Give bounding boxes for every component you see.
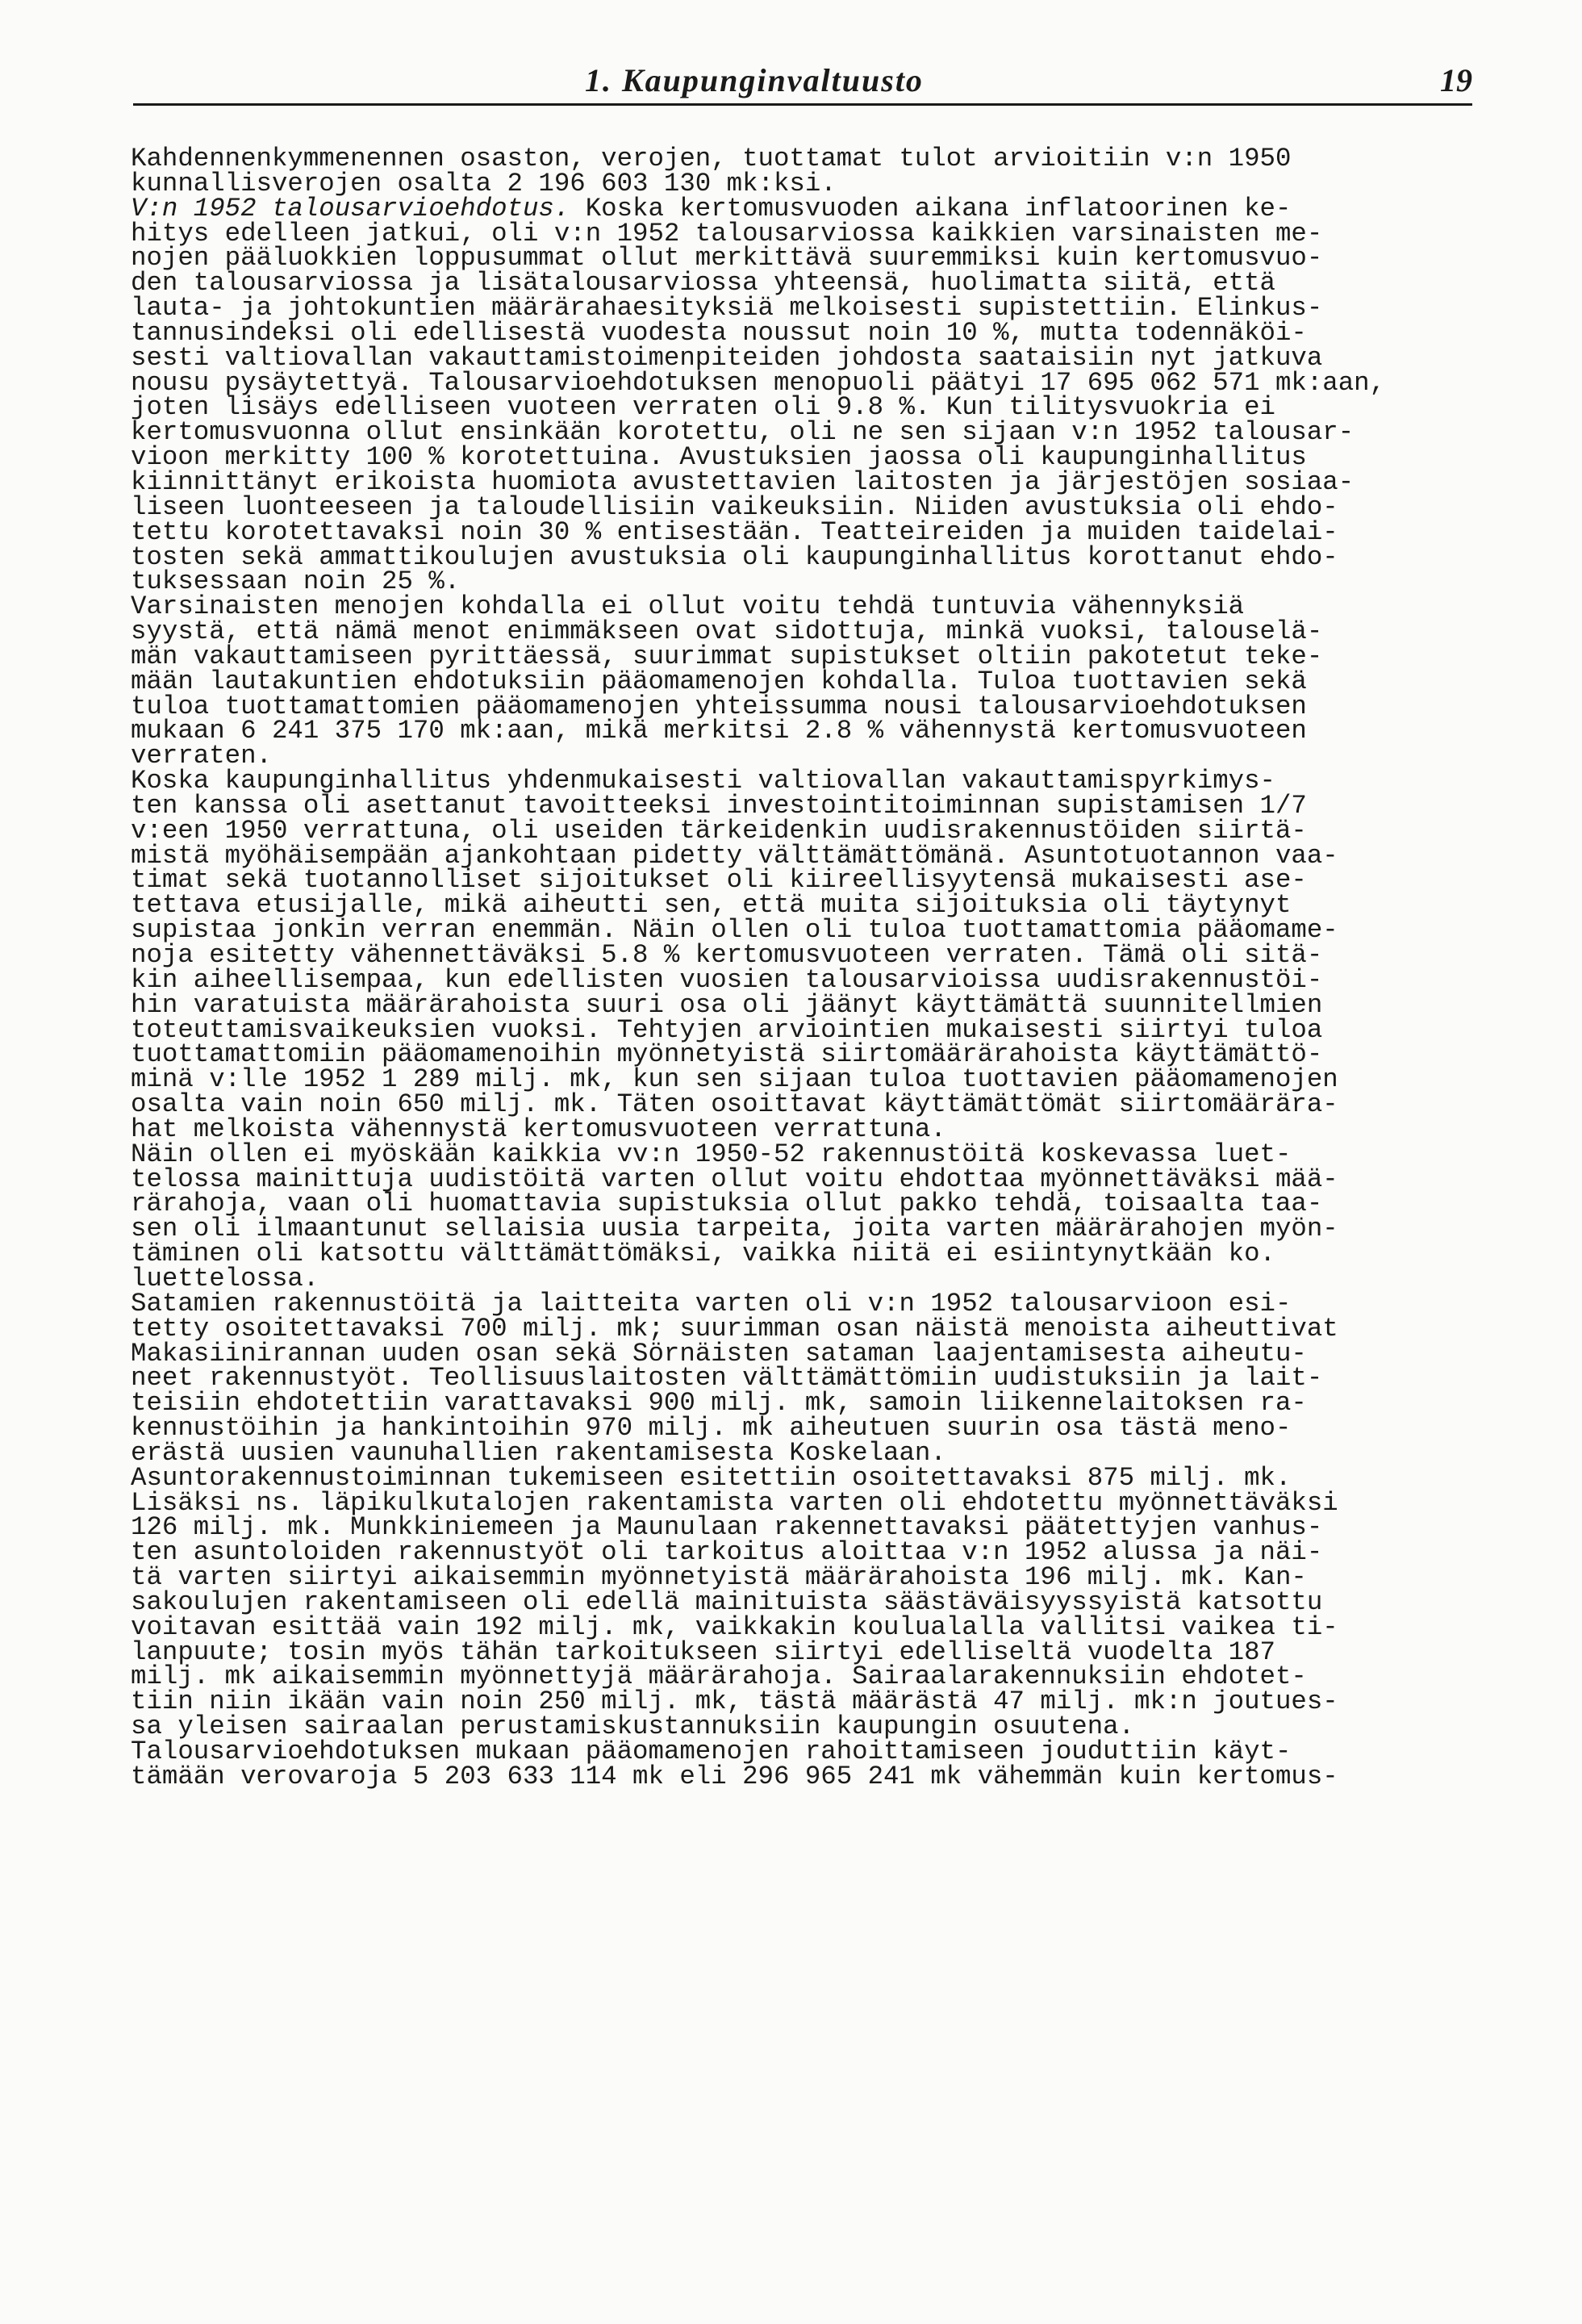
text-line: supistaa jonkin verran enemmän. Näin ollen oli tuloa tuottamattomia pääomame- [131,915,1338,946]
text-line: Talousarvioehdotuksen mukaan pääomamenojen rahoittamiseen jouduttiin käyt- [131,1737,1292,1766]
text-line: täminen oli katsottu välttämättömäksi, vaikka niitä ei esiintynytkään ko. [131,1239,1275,1269]
text-line: Kahdennenkymmenennen osaston, verojen, tuottamat tulot arvioitiin v:n 1950 [131,144,1292,173]
text-line: syystä, että nämä menot enimmäkseen ovat sidottuja, minkä vuoksi, talouselä- [131,617,1323,647]
text-line: tuksessaan noin 25 %. [131,566,461,597]
text-line: Asuntorakennustoiminnan tukemiseen esitettiin osoitettavaksi 875 milj. mk. [131,1462,1292,1493]
text-line: lanpuute; tosin myös tähän tarkoitukseen siirtyi edelliseltä vuodelta 187 [131,1636,1275,1667]
text-line: noja esitetty vähennettäväksi 5.8 % kertomusvuoteen verraten. Tämä oli sitä- [131,940,1323,970]
text-line: Makasiinirannan uuden osan sekä Sörnäisten sataman laajentamisesta aiheutu- [131,1338,1307,1369]
text-line: tämään verovaroja 5 203 633 114 mk eli 296 965 241 mk vähemmän kuin kertomus- [131,1761,1338,1791]
text-line: sakoulujen rakentamiseen oli edellä mainituista säästäväisyyssyistä katsottu [131,1586,1323,1617]
text-line: nousu pysäytettyä. Talousarvioehdotuksen menopuoli päätyi 17 695 062 571 mk:aan, [131,367,1386,398]
text-line: mään lautakuntien ehdotuksiin pääomamenojen kohdalla. Tuloa tuottavien sekä [131,666,1307,696]
text-line: tuloa tuottamattomien pääomamenojen yhteissumma nousi talousarvioehdotuksen [131,691,1307,721]
text-line: hin varatuista määrärahoista suuri osa oli jäänyt käyttämättä suunnitellmien [131,989,1323,1020]
text-line: verraten. [131,741,272,771]
text-line: den talousarviossa ja lisätalousarviossa yhteensä, huolimatta siitä, että [131,268,1275,299]
text-line: Koska kaupunginhallitus yhdenmukaisesti valtiovallan vakauttamispyrkimys- [131,766,1275,796]
header-rule [133,103,1472,106]
text-line: rärahoja, vaan oli huomattavia supistuksia ollut pakko tehdä, toisaalta taa- [131,1189,1323,1219]
text-line: erästä uusien vaunuhallien rakentamisesta Koskelaan. [131,1437,946,1468]
text-line: sa yleisen sairaalan perustamiskustannuksiin kaupungin osuutena. [131,1712,1135,1742]
text-line: kertomusvuonna ollut ensinkään korotettu, oli ne sen sijaan v:n 1952 talousar- [131,417,1355,448]
text-line: osalta vain noin 650 milj. mk. Täten osoittavat käyttämättömät siirtomäärära- [131,1089,1338,1120]
text-line: kennustöihin ja hankintoihin 970 milj. mk aiheutuen suurin osa tästä meno- [131,1413,1292,1444]
text-line: tetty osoitettavaksi 700 milj. mk; suurimman osan näistä menoista aiheuttivat [131,1313,1338,1344]
text-line: sesti valtiovallan vakauttamistoimenpiteiden johdosta saataisiin nyt jatkuva [131,342,1323,373]
text-line: joten lisäys edelliseen vuoteen verraten oli 9.8 %. Kun tilitysvuokria ei [131,392,1275,423]
text-line: tosten sekä ammattikoulujen avustuksia oli kaupunginhallitus korottanut ehdo- [131,541,1338,572]
text-line: Lisäksi ns. läpikulkutalojen rakentamista varten oli ehdotettu myönnettäväksi [131,1487,1338,1518]
text-line: 126 milj. mk. Munkkiniemeen ja Maunulaan rakennettavaksi päätettyjen vanhus- [131,1512,1323,1543]
text-line: voitavan esittää vain 192 milj. mk, vaikkakin koulualalla vallitsi vaikea ti- [131,1611,1338,1642]
text-line: Satamien rakennustöitä ja laitteita varten oli v:n 1952 talousarvioon esi- [131,1288,1292,1319]
text-line: Varsinaisten menojen kohdalla ei ollut voitu tehdä tuntuvia vähennyksiä [131,591,1245,622]
text-line: mukaan 6 241 375 170 mk:aan, mikä merkitsi 2.8 % vähennystä kertomusvuoteen [131,716,1307,746]
text-line: V:n 1952 talousarvioehdotus. Koska kertomusvuoden aikana inflatoorinen ke- [131,193,1292,224]
text-line: tiin niin ikään vain noin 250 milj. mk, tästä määrästä 47 milj. mk:n joutues- [131,1687,1338,1717]
text-line: hat melkoista vähennystä kertomusvuoteen verrattuna. [131,1114,946,1144]
text-line: luettelossa. [131,1263,319,1294]
text-line: män vakauttamiseen pyrittäessä, suurimmat supistukset oltiin pakotetut teke- [131,641,1323,671]
text-line: tannusindeksi oli edellisestä vuodesta noussut noin 10 %, mutta todennäköi- [131,317,1307,348]
text-line: ten asuntoloiden rakennustyöt oli tarkoitus aloittaa v:n 1952 alussa ja näi- [131,1537,1323,1568]
body-text [131,144,1518,1791]
text-line: minä v:lle 1952 1 289 milj. mk, kun sen sijaan tuloa tuottavien pääomamenojen [131,1064,1338,1095]
text-line: kunnallisverojen osalta 2 196 603 130 mk:ksi. [131,168,837,199]
text-line: timat sekä tuotannolliset sijoitukset oli kiireellisyytensä mukaisesti ase- [131,865,1307,896]
text-line: kin aiheellisempaa, kun edellisten vuosien talousarvioissa uudisrakennustöi- [131,964,1323,995]
text-line: lauta- ja johtokuntien määrärahaesityksiä melkoisesti supistettiin. Elinkus- [131,293,1323,324]
text-line: toteuttamisvaikeuksien vuoksi. Tehtyjen arviointien mukaisesti siirtyi tuloa [131,1014,1323,1045]
text-line: tä varten siirtyi aikaisemmin myönnetyistä määrärahoista 196 milj. mk. Kan- [131,1562,1307,1593]
text-line: v:een 1950 verrattuna, oli useiden tärkeidenkin uudisrakennustöiden siirtä- [131,815,1307,846]
text-line: tettu korotettavaksi noin 30 % entisestään. Teatteireiden ja muiden taidelai- [131,516,1338,547]
text-line: neet rakennustyöt. Teollisuuslaitosten välttämättömiin uudistuksiin ja lait- [131,1363,1323,1394]
text-line: sen oli ilmaantunut sellaisia uusia tarpeita, joita varten määrärahojen myön- [131,1214,1338,1244]
section-run-in-heading: V:n 1952 talousarvioehdotus. [131,193,570,224]
text-line: vioon merkitty 100 % korotettuina. Avustuksien jaossa oli kaupunginhallitus [131,442,1307,473]
text-line: kiinnittänyt erikoista huomiota avustettavien laitosten ja järjestöjen sosiaa- [131,466,1355,497]
page-header [133,61,1472,107]
text-line: tuottamattomiin pääomamenoihin myönnetyistä siirtomäärärahoista käyttämättö- [131,1039,1323,1070]
page-number: 19 [1440,62,1472,98]
text-line: nojen pääluokkien loppusummat ollut merkittävä suuremmiksi kuin kertomusvuo- [131,243,1323,274]
text-line: telossa mainittuja uudistöitä varten ollut voitu ehdottaa myönnettäväksi mää- [131,1164,1338,1194]
text-line: ten kanssa oli asettanut tavoitteeksi investointitoiminnan supistamisen 1/7 [131,790,1307,821]
text-line: teisiin ehdotettiin varattavaksi 900 milj. mk, samoin liikennelaitoksen ra- [131,1388,1307,1419]
text-line: milj. mk aikaisemmin myönnettyjä määrärahoja. Sairaalarakennuksiin ehdotet- [131,1661,1307,1692]
text-line: liseen luonteeseen ja taloudellisiin vaikeuksiin. Niiden avustuksia oli ehdo- [131,491,1338,522]
text-line: tettava etusijalle, mikä aiheutti sen, että muita sijoituksia oli täytynyt [131,890,1292,921]
running-title: 1. Kaupunginvaltuusto [585,62,924,98]
text-line: mistä myöhäisempään ajankohtaan pidetty välttämättömänä. Asuntotuotannon vaa- [131,840,1338,871]
text-line: Näin ollen ei myöskään kaikkia vv:n 1950-52 rakennustöitä koskevassa luet- [131,1139,1292,1169]
text-line: hitys edelleen jatkui, oli v:n 1952 talousarviossa kaikkien varsinaisten me- [131,218,1323,249]
